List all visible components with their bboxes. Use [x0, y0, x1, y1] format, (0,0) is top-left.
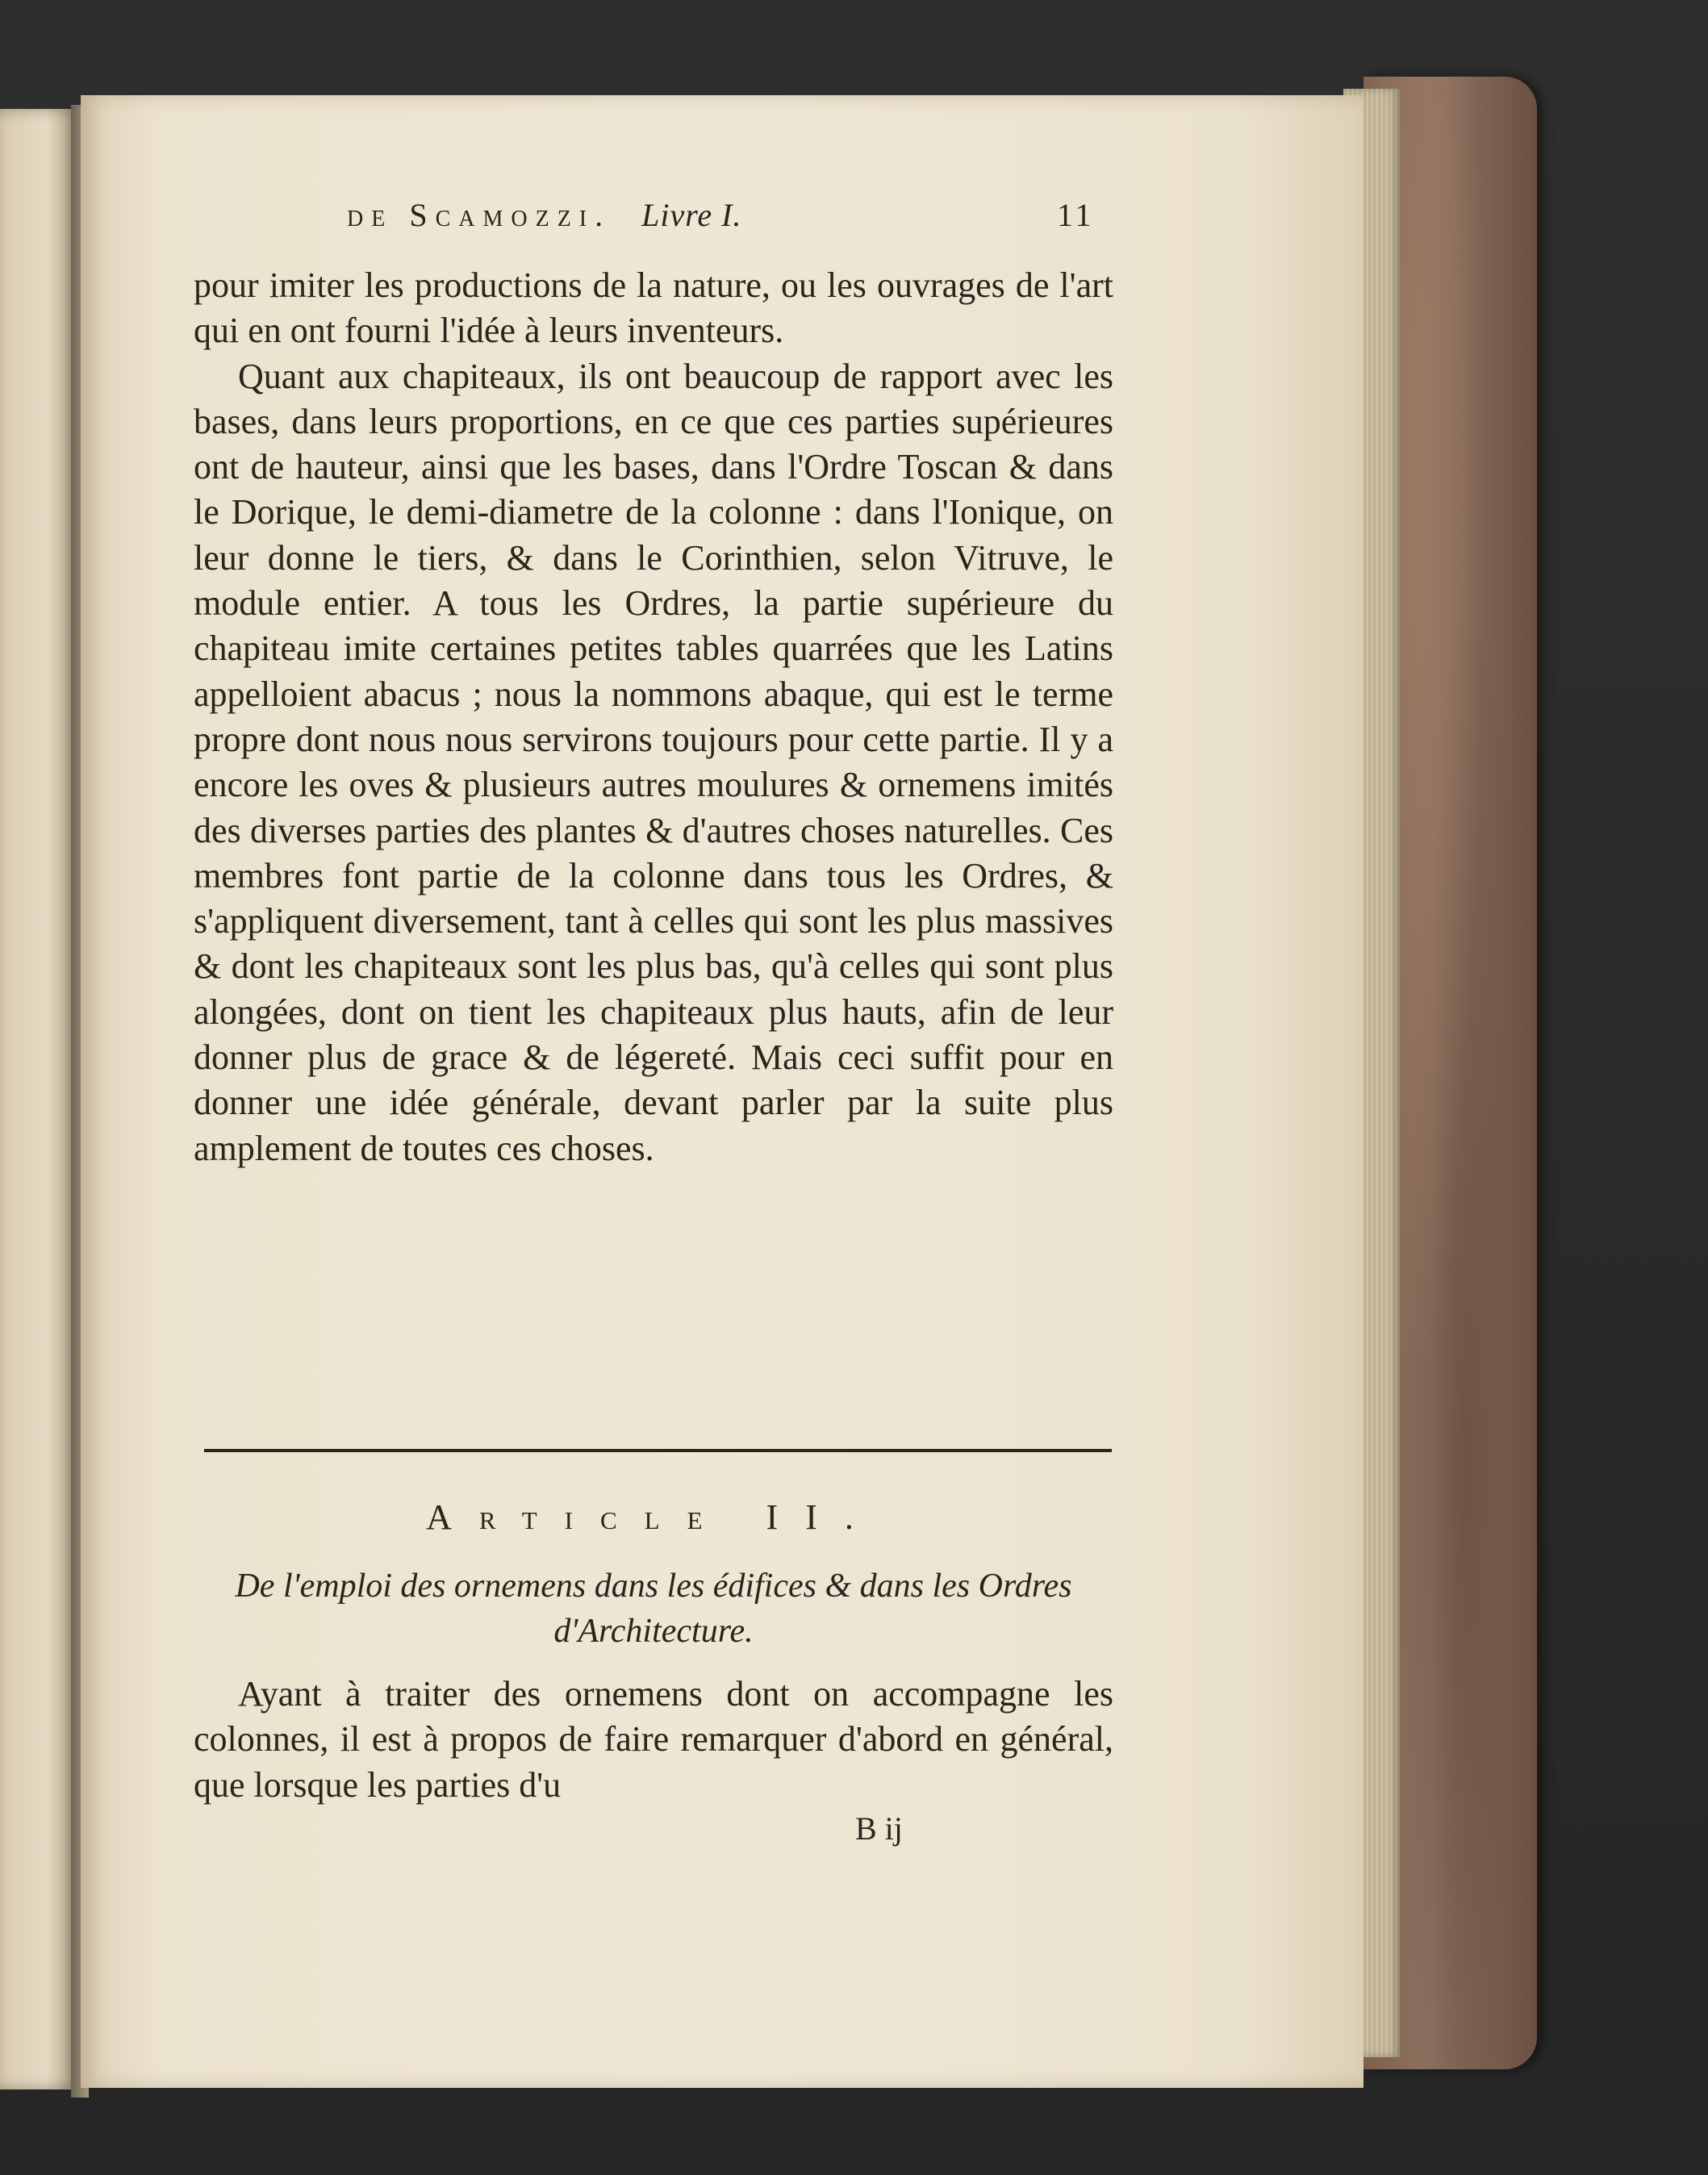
page-number: 11 — [1057, 197, 1095, 233]
book-number: Livre I. — [641, 197, 742, 233]
article-text — [194, 1672, 1113, 1808]
running-header — [347, 196, 1154, 244]
paragraph-continued: pour imiter les productions de la nature, ou les ouvrages de l'art qui en ont fourni l'idée à leurs inventeurs. — [194, 265, 1113, 351]
main-text — [194, 263, 1113, 1171]
article-paragraph: Ayant à traiter des ornemens dont on accompagne les colonnes, il est à propos de faire remarquer d'abord en général, que lorsque les parties d'u — [194, 1674, 1113, 1805]
paragraph-chapiteaux: Quant aux chapiteaux, ils ont beaucoup de rapport avec les bases, dans leurs proportions, en ce que ces parties supérieures ont de hauteur, ainsi que les bases, dans l'Ordre Toscan & dans le Dorique, le demi-diametre de la colonne : dans l'Ionique, on leur donne le tiers, & dans le Corinthien, selon Vitruve, le module entier. A tous les Ordres, la partie supérieure du chapiteau imite certaines petites tables quarrées que les Latins appelloient abacus ; nous la nommons abaque, qui est le terme propre dont nous nous servirons toujours pour cette partie. Il y a encore les oves & plusieurs autres moulures & ornemens imités des diverses parties des plantes & d'autres choses naturelles. Ces membres font partie de la colonne dans tous les Ordres, & s'appliquent diversement, tant à celles qui sont les plus massives & dont les chapiteaux sont les plus bas, qu'à celles qui sont plus alongées, dont on tient les chapiteaux plus hauts, afin de leur donner plus de grace & de légereté. Mais ceci suffit pour en donner une idée générale, devant parler par la suite plus amplement de toutes ces choses. — [194, 356, 1113, 1168]
running-title: de Scamozzi. — [347, 197, 612, 233]
section-divider — [204, 1449, 1112, 1452]
article-heading: Article II. — [426, 1497, 881, 1537]
article-subtitle: De l'emploi des ornemens dans les édifices & dans les Ordres d'Architecture. — [235, 1568, 1072, 1650]
facing-page-edge — [0, 109, 77, 2089]
signature-mark: B ij — [855, 1810, 903, 1847]
